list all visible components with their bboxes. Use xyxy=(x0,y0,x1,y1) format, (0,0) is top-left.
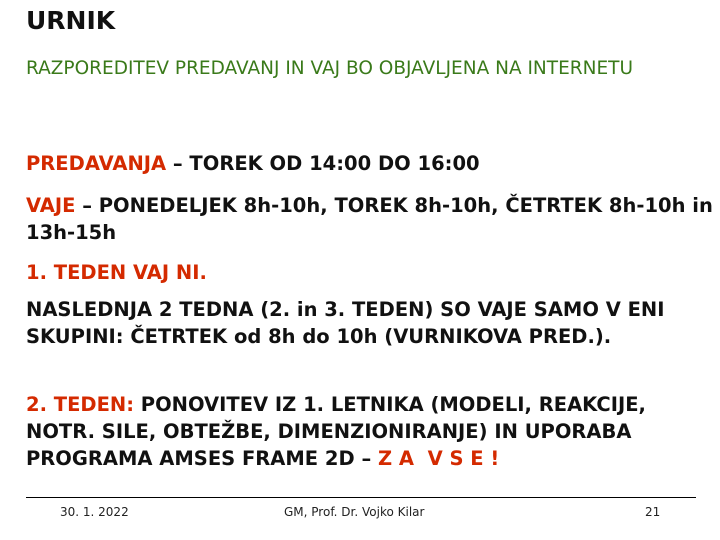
week2-text: PONOVITEV IZ 1. LETNIKA (MODELI, REAKCIJE, NOTR. SILE, OBTEŽBE, DIMENZIONIRANJE) IN UPORABA PROGRAMA AMSES FRAME 2D – xyxy=(26,393,646,470)
footer-date: 30. 1. 2022 xyxy=(60,505,129,519)
week2-emphasis: Z A V S E ! xyxy=(378,447,500,470)
week2-note xyxy=(26,391,716,472)
exercise-schedule xyxy=(26,192,716,246)
slide-title: URNIK xyxy=(26,6,116,35)
week1-note: 1. TEDEN VAJ NI. xyxy=(26,261,207,284)
exercise-time: – PONEDELJEK 8h-10h, TOREK 8h-10h, ČETRTEK 8h-10h in 13h-15h xyxy=(26,194,713,244)
exercise-label: VAJE xyxy=(26,194,76,217)
lecture-time: – TOREK OD 14:00 DO 16:00 xyxy=(166,152,480,175)
lecture-schedule xyxy=(26,150,716,177)
footer-divider xyxy=(26,497,696,498)
footer-page-number: 21 xyxy=(645,505,661,519)
week2-label: 2. TEDEN: xyxy=(26,393,135,416)
slide-subtitle: RAZPOREDITEV PREDAVANJ IN VAJ BO OBJAVLJENA NA INTERNETU xyxy=(26,58,633,79)
footer-author: GM, Prof. Dr. Vojko Kilar xyxy=(284,505,425,519)
lecture-label: PREDAVANJA xyxy=(26,152,167,175)
next-weeks-note: NASLEDNJA 2 TEDNA (2. in 3. TEDEN) SO VAJE SAMO V ENI SKUPINI: ČETRTEK od 8h do 10h (VURNIKOVA PRED.). xyxy=(26,298,665,348)
